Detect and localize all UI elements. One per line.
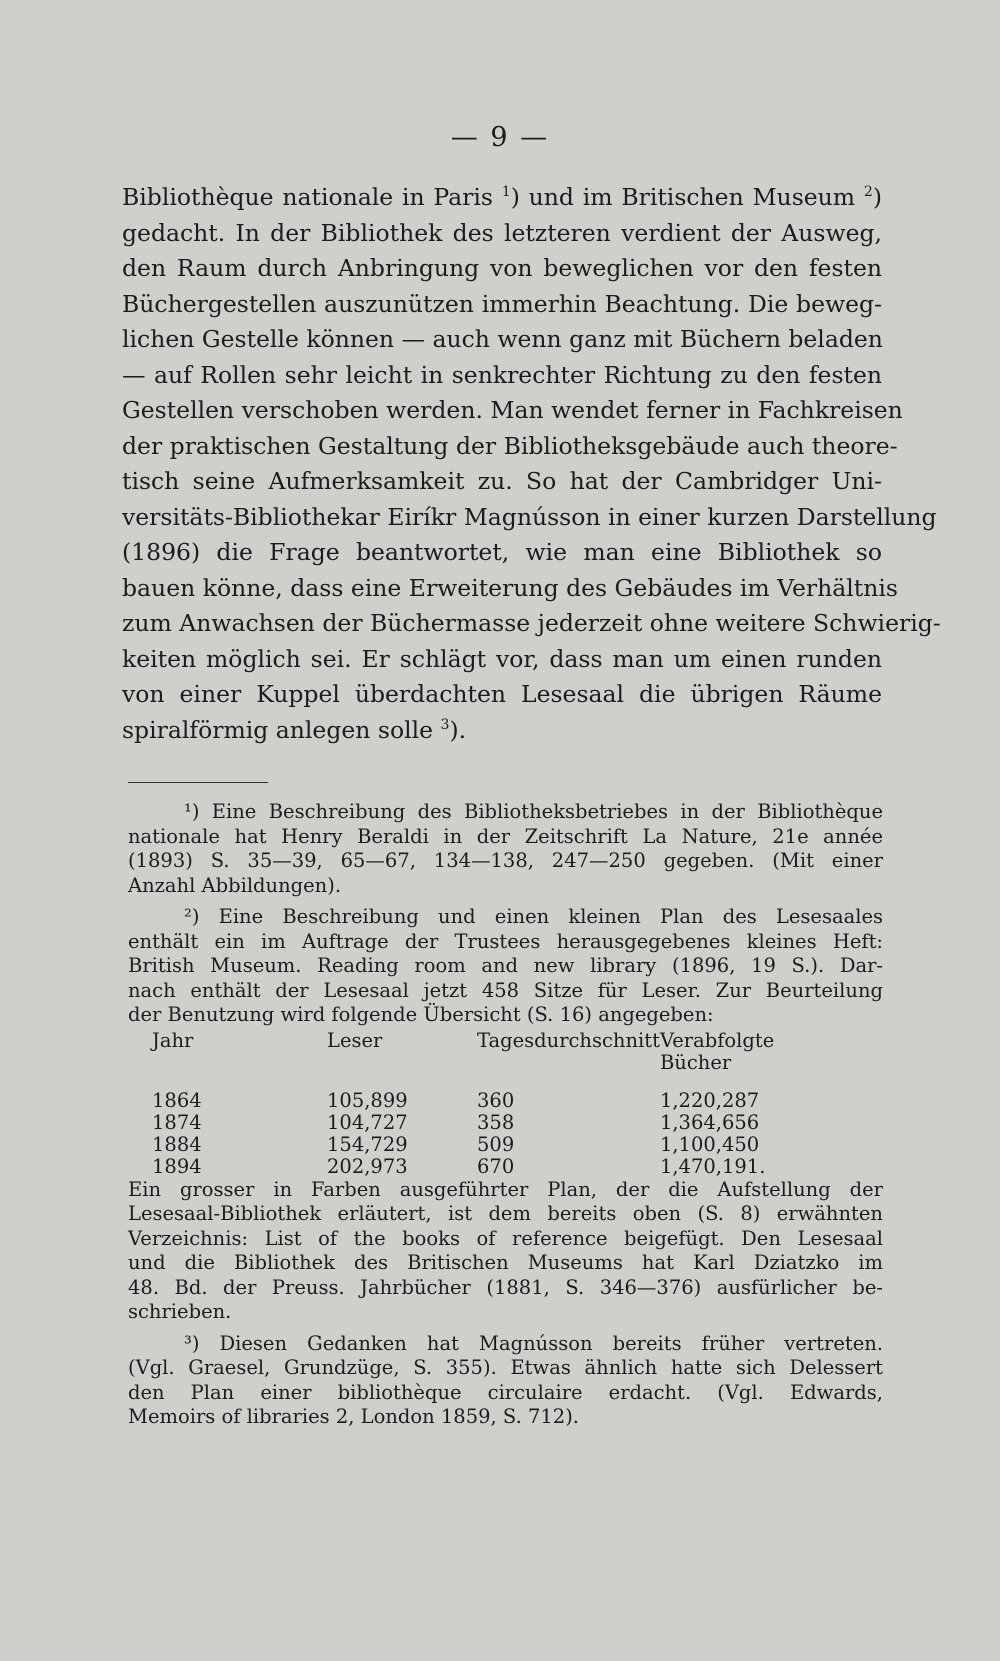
table-row	[152, 1112, 850, 1134]
table-row	[152, 1156, 850, 1178]
cell-books-issued: 1,220,287	[659, 1088, 760, 1112]
cell-daily-average: 509	[477, 1132, 515, 1156]
footnote-line: ¹) Eine Beschreibung des Bibliotheksbetriebes in der Bibliothèque	[184, 800, 883, 823]
footnote-line: enthält ein im Auftrage der Trustees herausgegebenes kleines Heft:	[128, 929, 883, 953]
footnote-line: den Plan einer bibliothèque circulaire erdacht. (Vgl. Edwards,	[128, 1380, 883, 1404]
footnote-line: nationale hat Henry Beraldi in der Zeitschrift La Nature, 21e année	[128, 824, 883, 848]
footnote-line: ³) Diesen Gedanken hat Magnússon bereits früher vertreten.	[184, 1331, 883, 1355]
footnote-line: Verzeichnis: List of the books of reference beigefügt. Den Lesesaal	[128, 1226, 883, 1250]
cell-year: 1884	[152, 1132, 202, 1156]
footnote-line: schrieben.	[128, 1300, 232, 1323]
footnote-ref: 2	[863, 184, 873, 201]
footnote-line: der Benutzung wird folgende Übersicht (S. 16) angegeben:	[128, 1003, 714, 1026]
footnote-line: 48. Bd. der Preuss. Jahrbücher (1881, S. 346—376) ausfürlicher be-	[128, 1275, 883, 1299]
footnote-line: Memoirs of libraries 2, London 1859, S. 712).	[128, 1405, 580, 1428]
cell-readers: 105,899	[327, 1088, 408, 1112]
footnote-line: (Vgl. Graesel, Grundzüge, S. 355). Etwas ähnlich hatte sich Delessert	[128, 1356, 883, 1379]
footnote-line: nach enthält der Lesesaal jetzt 458 Sitze für Leser. Zur Beurteilung	[128, 978, 883, 1002]
text-line: lichen Gestelle können — auch wenn ganz mit Büchern beladen	[122, 325, 883, 353]
footnote-line: ²) Eine Beschreibung und einen kleinen Plan des Lesesaales	[184, 905, 883, 928]
text-line: von einer Kuppel überdachten Lesesaal die übrigen Räume	[122, 680, 882, 708]
text-line: Gestellen verschoben werden. Man wendet ferner in Fachkreisen	[122, 396, 903, 424]
cell-daily-average: 360	[477, 1088, 515, 1112]
table-row	[152, 1134, 850, 1156]
column-header-year: Jahr	[152, 1028, 194, 1052]
text-line: Bibliothèque nationale in Paris $^1$) und im Britischen Museum $^2$)	[122, 183, 882, 211]
text-line: gedacht. In der Bibliothek des letzteren verdient der Ausweg,	[122, 218, 882, 247]
reading-room-statistics-table	[152, 1030, 850, 1178]
text-line: spiralförmig anlegen solle $^3$).	[122, 715, 467, 744]
footnote-line: (1893) S. 35—39, 65—67, 134—138, 247—250 gegeben. (Mit einer	[128, 849, 883, 872]
text-line: bauen könne, dass eine Erweiterung des Gebäudes im Verhältnis	[122, 573, 898, 602]
footnote-line: Anzahl Abbildungen).	[128, 873, 342, 897]
cell-year: 1864	[152, 1088, 202, 1112]
text-line: versitäts-Bibliothekar Eiríkr Magnússon in einer kurzen Darstellung	[122, 502, 937, 531]
footnote-line: British Museum. Reading room and new library (1896, 19 S.). Dar-	[128, 954, 883, 977]
column-header-readers: Leser	[327, 1028, 383, 1052]
footnote-divider	[128, 782, 268, 783]
text-line: Büchergestellen auszunützen immerhin Beachtung. Die beweg-	[122, 289, 882, 318]
footnote-1	[128, 800, 883, 898]
cell-books-issued: 1,470,191.	[659, 1154, 766, 1178]
cell-readers: 202,973	[327, 1154, 408, 1178]
text-line: zum Anwachsen der Büchermasse jederzeit ohne weitere Schwierig-	[122, 609, 941, 637]
footnote-3	[128, 1332, 883, 1430]
cell-daily-average: 358	[477, 1110, 515, 1134]
text-line: (1896) die Frage beantwortet, wie man eine Bibliothek so	[122, 538, 882, 566]
cell-readers: 104,727	[327, 1110, 408, 1134]
footnotes	[128, 800, 883, 1430]
cell-readers: 154,729	[327, 1132, 408, 1156]
text-line: der praktischen Gestaltung der Bibliotheksgebäude auch theore-	[122, 431, 898, 460]
main-text	[122, 180, 941, 748]
cell-year: 1894	[152, 1154, 202, 1178]
footnote-ref: 1	[501, 184, 511, 201]
table-row	[152, 1090, 850, 1112]
column-header-books-issued: Verabfolgte Bücher	[659, 1028, 775, 1074]
footnote-ref: 3	[440, 716, 450, 733]
footnote-line: Ein grosser in Farben ausgeführter Plan, der die Aufstellung der	[128, 1177, 883, 1201]
page-number: — 9 —	[450, 122, 550, 153]
table-header-row	[152, 1030, 850, 1074]
footnote-2	[128, 905, 883, 1325]
cell-daily-average: 670	[477, 1154, 515, 1178]
text-line: den Raum durch Anbringung von beweglichen vor den festen	[122, 254, 882, 282]
text-line: tisch seine Aufmerksamkeit zu. So hat der Cambridger Uni-	[122, 467, 882, 495]
text-line: — auf Rollen sehr leicht in senkrechter Richtung zu den festen	[122, 360, 882, 389]
column-header-daily-average: Tagesdurchschnitt	[477, 1028, 660, 1052]
footnote-line: Lesesaal-Bibliothek erläutert, ist dem bereits oben (S. 8) erwähnten	[128, 1202, 883, 1225]
footnote-line: und die Bibliothek des Britischen Museums hat Karl Dziatzko im	[128, 1251, 883, 1274]
cell-year: 1874	[152, 1110, 202, 1134]
text-line: keiten möglich sei. Er schlägt vor, dass man um einen runden	[122, 644, 882, 673]
cell-books-issued: 1,100,450	[659, 1132, 760, 1156]
cell-books-issued: 1,364,656	[659, 1110, 760, 1134]
